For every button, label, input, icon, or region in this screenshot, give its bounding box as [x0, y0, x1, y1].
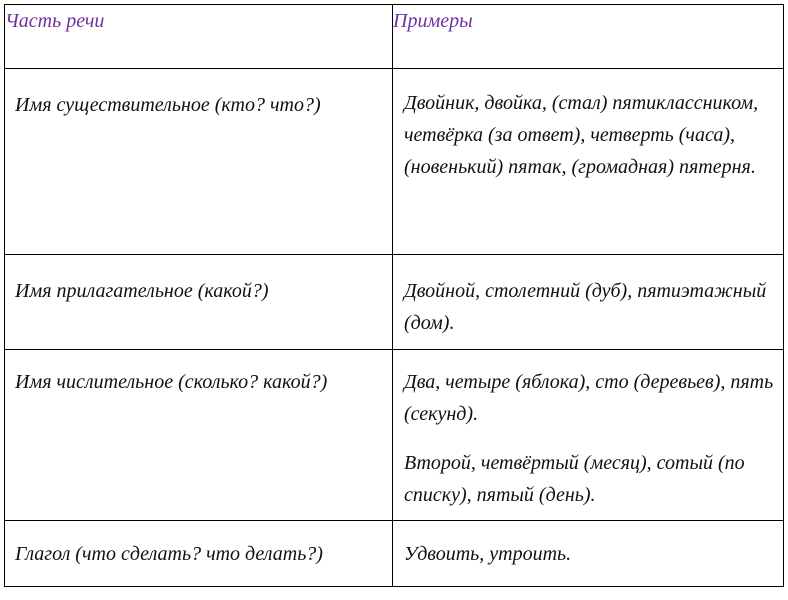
examples-paragraph: Два, четыре (яблока), сто (деревьев), пять (секунд).	[404, 371, 774, 425]
row-speech-cell: Имя числительное (сколько? какой?)	[5, 350, 393, 521]
row-speech-cell: Имя прилагательное (какой?)	[5, 255, 393, 350]
row-speech-cell: Глагол (что сделать? что делать?)	[5, 521, 393, 587]
table-row	[5, 350, 784, 521]
row-examples-cell: Двойной, столетний (дуб), пятиэтажный (дом).	[393, 255, 784, 350]
table-row	[5, 69, 784, 255]
row-examples-cell: Двойник, двойка, (стал) пятиклассником, четвёрка (за ответ), четверть (часа), (новенький) пятак, (громадная) пятерня.	[393, 69, 784, 255]
header-speech: Часть речи	[5, 5, 393, 69]
table-row	[5, 521, 784, 587]
examples-paragraph-2: Второй, четвёртый (месяц), сотый (по списку), пятый (день).	[404, 452, 745, 506]
row-examples-cell: Удвоить, утроить.	[393, 521, 784, 587]
row-speech-cell: Имя существительное (кто? что?)	[5, 69, 393, 255]
table-row	[5, 255, 784, 350]
row-examples-cell	[393, 350, 784, 521]
header-examples: Примеры	[393, 5, 784, 69]
parts-of-speech-table	[4, 4, 784, 587]
table-header-row	[5, 5, 784, 69]
